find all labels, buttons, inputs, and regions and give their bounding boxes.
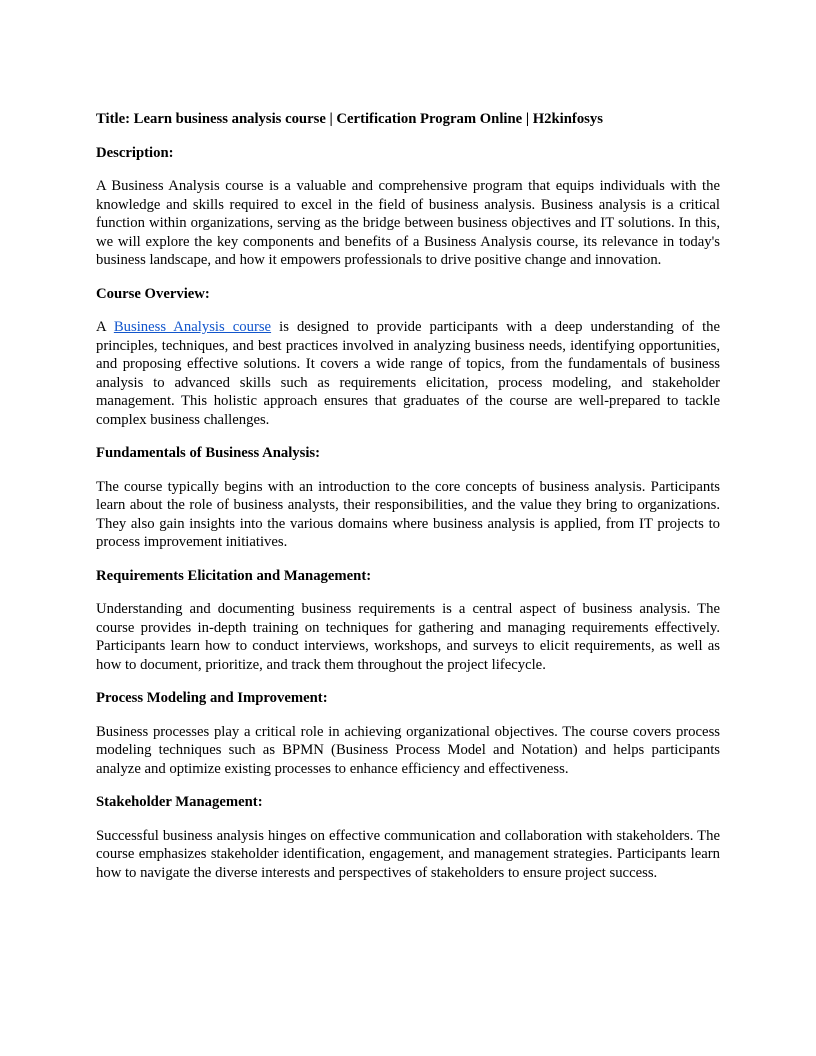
stakeholder-paragraph: Successful business analysis hinges on effective communication and collaboration with stakeholders. The course emphasizes stakeholder identification, engagement, and management strategies. Participants learn how to navigate the diverse interests and perspectives of stakeholders to ensure project success. — [96, 827, 720, 881]
requirements-heading: Requirements Elicitation and Management: — [96, 567, 372, 584]
fundamentals-paragraph: The course typically begins with an introduction to the core concepts of business analysis. Participants learn about the role of business analysts, their responsibilities, and the value they bring to organizations. They also gain insights into the various domains where business analysis is applied, from IT projects to process improvement initiatives. — [96, 478, 720, 550]
requirements-paragraph: Understanding and documenting business requirements is a central aspect of business analysis. The course provides in-depth training on techniques for gathering and managing requirements effectively. Participants learn how to conduct interviews, workshops, and surveys to elicit requirements, as well as how to document, prioritize, and track them throughout the project lifecycle. — [96, 601, 720, 673]
overview-prefix: A — [96, 319, 114, 335]
stakeholder-heading: Stakeholder Management: — [96, 794, 263, 810]
course-overview-heading: Course Overview: — [96, 285, 210, 302]
fundamentals-heading: Fundamentals of Business Analysis: — [96, 445, 321, 461]
document-title: Title: Learn business analysis course | Certification Program Online | H2kinfosys — [96, 111, 603, 127]
business-analysis-course-link[interactable]: Business Analysis course — [113, 319, 272, 335]
document-page — [96, 110, 720, 897]
process-modeling-heading: Process Modeling and Improvement: — [96, 690, 328, 706]
description-paragraph: A Business Analysis course is a valuable and comprehensive program that equips individuals with the knowledge and skills required to excel in the field of business analysis. Business analysis is a critical function within organizations, serving as the bridge between business objectives and IT solutions. In this, we will explore the key components and benefits of a Business Analysis course, its relevance in today's business landscape, and how it empowers professionals to drive positive change and innovation. — [96, 178, 720, 268]
process-modeling-paragraph: Business processes play a critical role in achieving organizational objectives. The course covers process modeling techniques such as BPMN (Business Process Model and Notation) and helps participants analyze and optimize existing processes to enhance efficiency and effectiveness. — [96, 723, 720, 777]
overview-text: is designed to provide participants with a deep understanding of the principles, techniques, and best practices involved in analyzing business needs, identifying opportunities, and proposing effective solutions. It covers a wide range of topics, from the fundamentals of business analysis to advanced skills such as requirements elicitation, process modeling, and stakeholder management. This holistic approach ensures that graduates of the course are well-prepared to tackle complex business challenges. — [96, 319, 721, 428]
course-overview-paragraph — [96, 318, 720, 429]
description-heading: Description: — [96, 144, 174, 161]
